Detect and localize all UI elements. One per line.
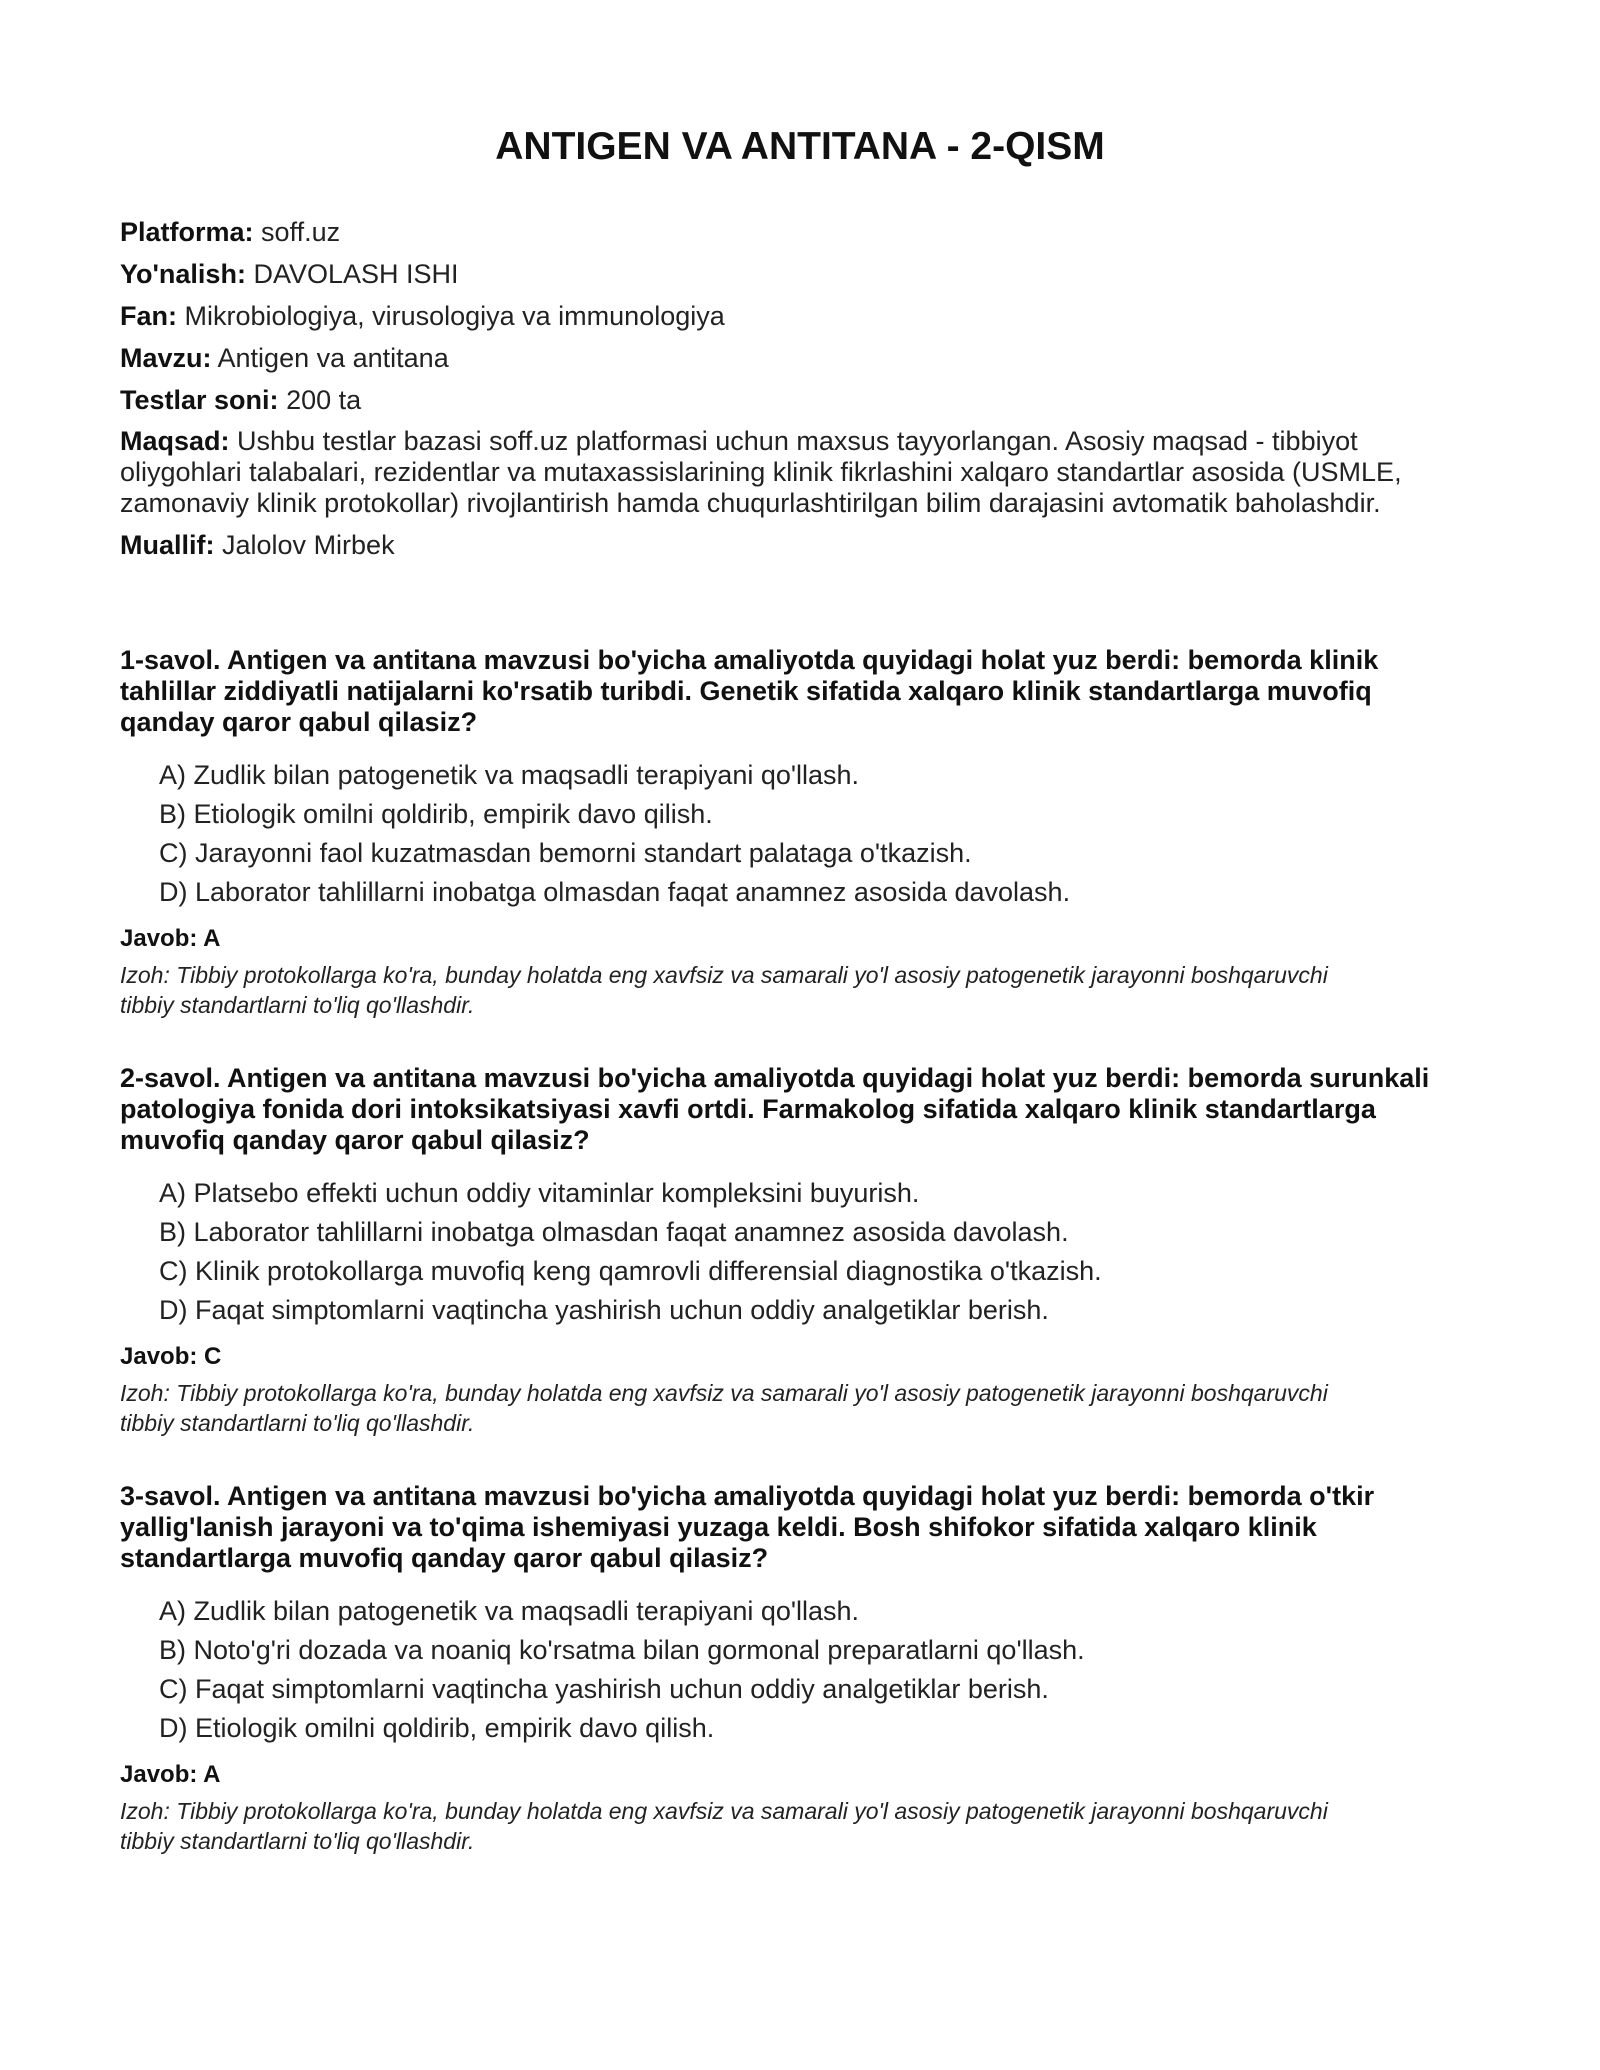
meta-goal [120, 426, 1480, 519]
meta-subject [120, 300, 1480, 332]
question-item [120, 645, 1480, 1020]
answer-options [120, 1174, 1480, 1330]
document-title: ANTIGEN VA ANTITANA - 2-QISM [495, 125, 1105, 168]
answer-option-d: D) Faqat simptomlarni vaqtincha yashirish uchun oddiy analgetiklar berish. [159, 1295, 1049, 1325]
meta-platform-value: soff.uz [261, 217, 341, 247]
meta-goal-label: Maqsad: [120, 426, 230, 456]
answer-options [120, 1592, 1480, 1748]
meta-author-label: Muallif: [120, 530, 215, 560]
document-page [120, 0, 1480, 1899]
meta-topic-label: Mavzu: [120, 343, 212, 373]
correct-answer: Javob: A [120, 1761, 221, 1788]
answer-option-a: A) Zudlik bilan patogenetik va maqsadli terapiyani qo'llash. [159, 760, 860, 790]
answer-options [120, 756, 1480, 912]
meta-direction-label: Yo'nalish: [120, 259, 246, 289]
correct-answer: Javob: A [120, 925, 221, 952]
questions-list [120, 645, 1480, 1856]
answer-option-a: A) Platsebo effekti uchun oddiy vitaminlar kompleksini buyurish. [159, 1178, 920, 1208]
answer-option-b: B) Noto'g'ri dozada va noaniq ko'rsatma bilan gormonal preparatlarni qo'llash. [159, 1635, 1085, 1665]
answer-option-c: C) Faqat simptomlarni vaqtincha yashirish uchun oddiy analgetiklar berish. [159, 1674, 1049, 1704]
document-meta [120, 216, 1480, 561]
answer-option-d: D) Etiologik omilni qoldirib, empirik davo qilish. [159, 1713, 715, 1743]
meta-direction [120, 258, 1480, 290]
meta-subject-value: Mikrobiologiya, virusologiya va immunologiya [184, 301, 725, 331]
question-text: 1-savol. Antigen va antitana mavzusi bo'yicha amaliyotda quyidagi holat yuz berdi: bemorda klinik tahlillar ziddiyatli natijalarni ko'rsatib turibdi. Genetik sifatida xalqaro klinik standartlarga muvofiq qanday qaror qabul qilasiz? [120, 645, 1379, 737]
meta-count [120, 384, 1480, 416]
meta-author-value: Jalolov Mirbek [222, 530, 395, 560]
answer-option-b: B) Etiologik omilni qoldirib, empirik davo qilish. [159, 799, 713, 829]
meta-author [120, 529, 1480, 561]
meta-count-value: 200 ta [286, 385, 362, 415]
answer-option-c: C) Klinik protokollarga muvofiq keng qamrovli differensial diagnostika o'tkazish. [159, 1256, 1102, 1286]
question-text: 2-savol. Antigen va antitana mavzusi bo'yicha amaliyotda quyidagi holat yuz berdi: bemorda surunkali patologiya fonida dori intoksikatsiyasi xavfi ortdi. Farmakolog sifatida xalqaro klinik standartlarga muvofiq qanday qaror qabul qilasiz? [120, 1063, 1430, 1155]
meta-topic [120, 342, 1480, 374]
meta-platform-label: Platforma: [120, 217, 254, 247]
meta-platform [120, 216, 1480, 248]
meta-subject-label: Fan: [120, 301, 177, 331]
answer-option-c: C) Jarayonni faol kuzatmasdan bemorni standart palataga o'tkazish. [159, 838, 972, 868]
meta-direction-value: DAVOLASH ISHI [253, 259, 459, 289]
answer-explanation: Izoh: Tibbiy protokollarga ko'ra, bunday holatda eng xavfsiz va samarali yo'l asosiy patogenetik jarayonni boshqaruvchi tibbiy standartlarni to'liq qo'llashdir. [120, 1798, 1328, 1854]
question-item [120, 1481, 1480, 1856]
correct-answer: Javob: C [120, 1343, 222, 1370]
meta-goal-value: Ushbu testlar bazasi soff.uz platformasi uchun maxsus tayyorlangan. Asosiy maqsad - tibbiyot oliygohlari talabalari, rezidentlar va mutaxassislarining klinik fikrlashini xalqaro standartlar asosida (USMLE, zamonaviy klinik protokollar) rivojlantirish hamda chuqurlashtirilgan bilim darajasini avtomatik baholashdir. [120, 426, 1402, 518]
question-text: 3-savol. Antigen va antitana mavzusi bo'yicha amaliyotda quyidagi holat yuz berdi: bemorda o'tkir yallig'lanish jarayoni va to'qima ishemiyasi yuzaga keldi. Bosh shifokor sifatida xalqaro klinik standartlarga muvofiq qanday qaror qabul qilasiz? [120, 1481, 1375, 1573]
answer-explanation: Izoh: Tibbiy protokollarga ko'ra, bunday holatda eng xavfsiz va samarali yo'l asosiy patogenetik jarayonni boshqaruvchi tibbiy standartlarni to'liq qo'llashdir. [120, 962, 1328, 1018]
meta-count-label: Testlar soni: [120, 385, 279, 415]
answer-explanation: Izoh: Tibbiy protokollarga ko'ra, bunday holatda eng xavfsiz va samarali yo'l asosiy patogenetik jarayonni boshqaruvchi tibbiy standartlarni to'liq qo'llashdir. [120, 1380, 1328, 1436]
answer-option-a: A) Zudlik bilan patogenetik va maqsadli terapiyani qo'llash. [159, 1596, 860, 1626]
answer-option-b: B) Laborator tahlillarni inobatga olmasdan faqat anamnez asosida davolash. [159, 1217, 1069, 1247]
meta-topic-value: Antigen va antitana [217, 343, 449, 373]
answer-option-d: D) Laborator tahlillarni inobatga olmasdan faqat anamnez asosida davolash. [159, 877, 1071, 907]
question-item [120, 1063, 1480, 1438]
